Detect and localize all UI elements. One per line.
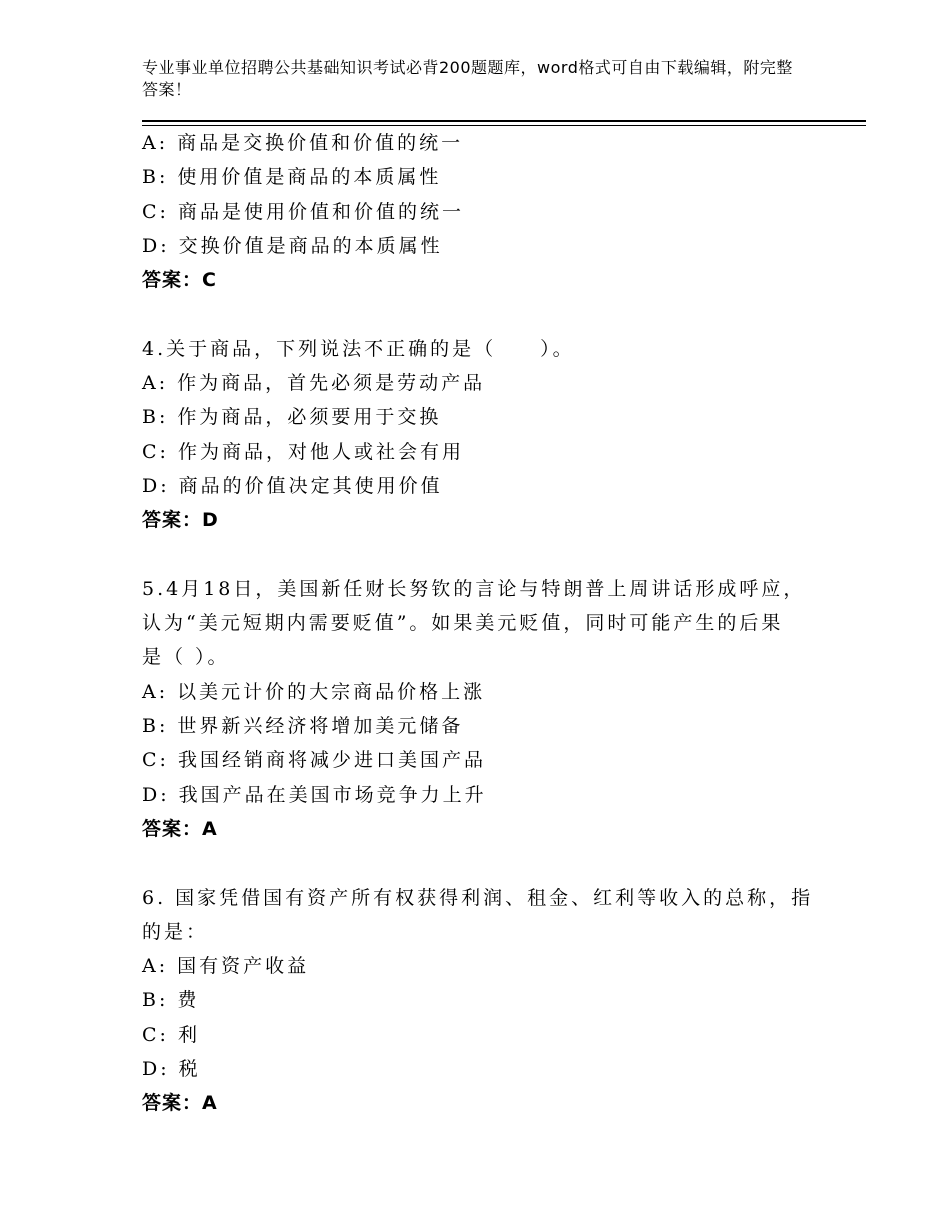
option-b: B: 费 [142,989,200,1012]
answer-label: 答案：C [142,269,217,292]
option-a: A: 作为商品，首先必须是劳动产品 [142,372,486,395]
option-c: C: 商品是使用价值和价值的统一 [142,200,464,223]
question-text-line-1: 5.4月18日，美国新任财长努钦的言论与特朗普上周讲话形成呼应， [142,577,806,600]
option-a: A: 国有资产收益 [142,955,310,978]
option-c: C: 利 [142,1023,200,1046]
question-text-line-1: 6. 国家凭借国有资产所有权获得利润、租金、红利等收入的总称，指 [142,886,814,909]
option-b: B: 作为商品，必须要用于交换 [142,406,442,429]
option-a: A: 以美元计价的大宗商品价格上涨 [142,680,486,703]
header-rule-thick [142,120,866,122]
question-content [142,126,822,1121]
answer-label: 答案：A [142,817,218,840]
question-4 [142,332,822,538]
option-d: D: 商品的价值决定其使用价值 [142,474,443,497]
spacer [142,846,822,880]
answer-label: 答案：A [142,1092,218,1115]
option-c: C: 我国经销商将减少进口美国产品 [142,749,486,772]
question-5 [142,572,822,846]
question-text: 4.关于商品，下列说法不正确的是（ ）。 [142,337,575,360]
question-6 [142,881,822,1121]
option-d: D: 交换价值是商品的本质属性 [142,234,443,257]
option-b: B: 世界新兴经济将增加美元储备 [142,715,464,738]
option-a: A: 商品是交换价值和价值的统一 [142,132,464,154]
option-b: B: 使用价值是商品的本质属性 [142,166,442,189]
spacer [142,538,822,572]
question-3 [142,126,822,297]
answer-label: 答案：D [142,509,219,532]
question-text-line-2: 的是： [142,920,209,943]
option-d: D: 税 [142,1058,201,1081]
spacer [142,297,822,331]
option-d: D: 我国产品在美国市场竞争力上升 [142,783,487,806]
document-header: 专业事业单位招聘公共基础知识考试必背200题题库，word格式可自由下载编辑，附完整答案！ [142,58,793,99]
question-text-line-2: 认为“美元短期内需要贬值”。如果美元贬值，同时可能产生的后果 [142,612,784,635]
option-c: C: 作为商品，对他人或社会有用 [142,440,464,463]
question-text-line-3: 是（ ）。 [142,646,230,669]
